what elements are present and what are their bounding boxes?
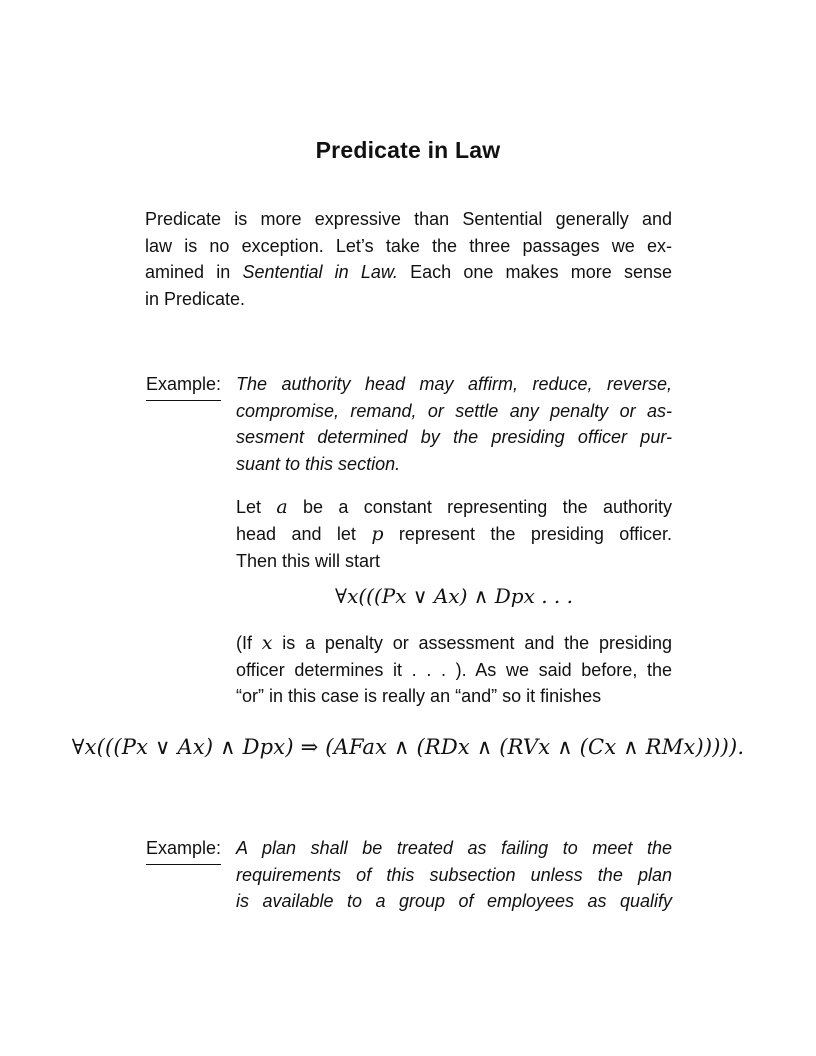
math-symbol: p <box>371 522 384 545</box>
example-body <box>236 835 672 915</box>
passage-line: is available to a group of employees as qualify <box>236 891 672 912</box>
text-segment: “or” in this case is really an “and” so it finishes <box>236 686 602 707</box>
text-segment: Sentential in Law. <box>242 262 398 283</box>
quoted-passage <box>236 835 672 915</box>
text-segment: be a constant representing the authority <box>287 497 672 518</box>
display-formula: ∀x(((Px ∨ Ax) ∧ Dpx) ⇒ (AFax ∧ (RDx ∧ (RVx ∧ (Cx ∧ RMx))))). <box>71 735 745 759</box>
example-body <box>236 371 672 710</box>
example-label <box>146 835 236 915</box>
intro-line <box>145 233 672 260</box>
passage-line: A plan shall be treated as failing to meet the <box>236 838 672 858</box>
intro-line <box>145 259 672 286</box>
explanation-line <box>236 657 672 684</box>
text-segment: amined in <box>145 262 243 283</box>
example-block-1 <box>146 371 672 710</box>
example-label-text: Example: <box>146 835 221 865</box>
passage-line: The authority head may affirm, reduce, reverse, <box>236 374 672 394</box>
passage-line: compromise, remand, or settle any penalty or as- <box>236 400 672 421</box>
example-label-text: Example: <box>146 371 221 401</box>
page-title: Predicate in Law <box>315 137 501 163</box>
passage-line: sesment determined by the presiding officer pur- <box>236 427 672 448</box>
explanation-line <box>236 494 672 521</box>
math-symbol: x <box>261 632 273 655</box>
text-segment: is a penalty or assessment and the presiding <box>272 633 672 654</box>
explanation-line <box>236 521 672 548</box>
text-segment: Then this will start <box>236 550 381 571</box>
text-segment: (If <box>236 633 262 654</box>
text-segment: head and let <box>236 523 372 544</box>
passage-line: suant to this section. <box>236 453 401 474</box>
explanation-line <box>236 630 672 657</box>
math-symbol: a <box>276 496 288 519</box>
explanation-line <box>236 683 672 710</box>
text-segment: represent the presiding officer. <box>383 523 672 544</box>
text-segment: Let <box>236 497 277 518</box>
text-segment: Predicate is more expressive than Sentential generally and <box>145 209 672 229</box>
explanation-line <box>236 548 672 575</box>
text-segment: in Predicate. <box>145 288 246 309</box>
explanation-paragraph-2 <box>236 630 672 710</box>
intro-line <box>145 286 672 313</box>
quoted-passage <box>236 371 672 477</box>
intro-line <box>145 206 672 233</box>
text-segment: officer determines it . . . ). As we said before, the <box>236 659 672 680</box>
text-segment: law is no exception. Let’s take the three passages we ex- <box>145 235 672 256</box>
example-block-2 <box>146 835 672 915</box>
example-label <box>146 371 236 710</box>
explanation-paragraph <box>236 494 672 574</box>
passage-line: requirements of this subsection unless the plan <box>236 864 672 885</box>
intro-paragraph <box>145 206 672 312</box>
text-segment: Each one makes more sense <box>397 262 672 283</box>
inline-formula: ∀x(((Px ∨ Ax) ∧ Dpx . . . <box>335 584 573 609</box>
